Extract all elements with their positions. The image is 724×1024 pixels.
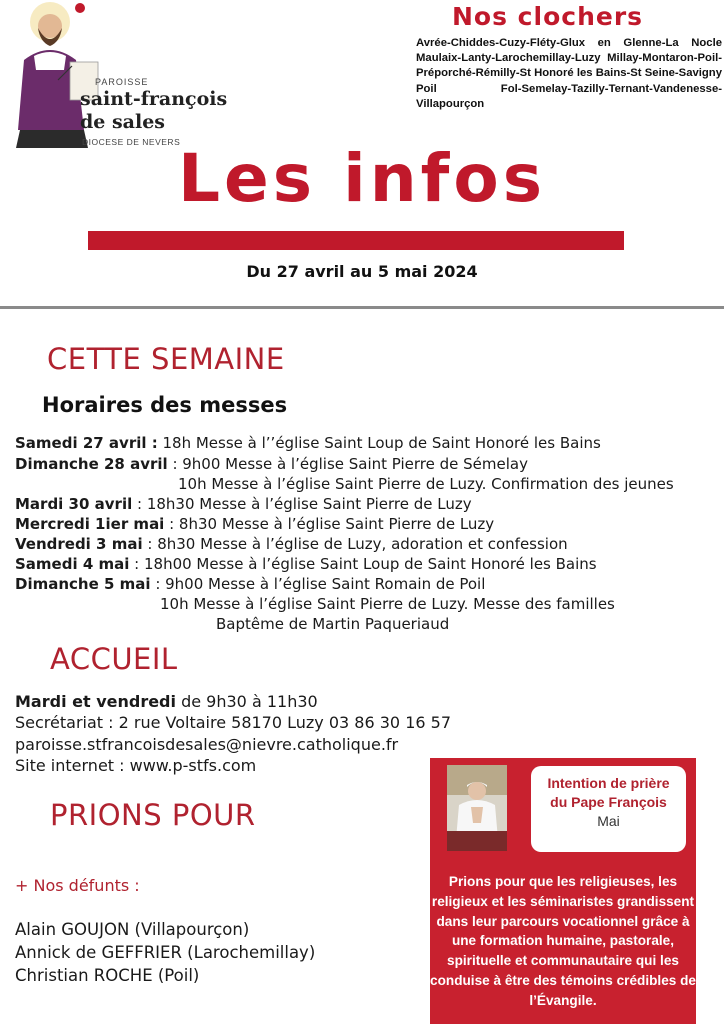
diocese-label: DIOCESE DE NEVERS [82, 137, 181, 147]
title-underline-bar [88, 231, 624, 250]
mass-schedule-item: Mercredi 1ier mai : 8h30 Messe à l’église Saint Pierre de Luzy [15, 515, 495, 533]
mass-schedule-item: 10h Messe à l’église Saint Pierre de Luzy. Messe des familles [160, 595, 615, 613]
main-title: Les infos [177, 140, 547, 217]
mass-schedule-item: Baptême de Martin Paqueriaud [216, 615, 450, 633]
parish-name [80, 88, 227, 134]
section-title-prions-pour: PRIONS POUR [50, 798, 256, 832]
intention-heading-line1: Intention de prière [547, 775, 670, 791]
intention-heading-line2: du Pape François [550, 794, 667, 810]
date-range: Du 27 avril au 5 mai 2024 [246, 262, 478, 281]
mass-schedule-item: 10h Messe à l’église Saint Pierre de Luzy. Confirmation des jeunes [178, 475, 674, 493]
mass-schedule-item: Samedi 4 mai : 18h00 Messe à l’église Saint Loup de Saint Honoré les Bains [15, 555, 597, 573]
mass-schedule-item: Mardi 30 avril : 18h30 Messe à l’église Saint Pierre de Luzy [15, 495, 472, 513]
mass-schedule-item: Samedi 27 avril : 18h Messe à l’’église Saint Loup de Saint Honoré les Bains [15, 434, 601, 452]
accueil-website-link[interactable]: Site internet : www.p-stfs.com [15, 756, 257, 775]
header-divider [0, 306, 724, 309]
mass-schedule-item: Dimanche 5 mai : 9h00 Messe à l’église Saint Romain de Poil [15, 575, 486, 593]
section-title-cette-semaine: CETTE SEMAINE [47, 342, 285, 376]
defunt-item: Christian ROCHE (Poil) [15, 966, 200, 985]
pope-praying-image [447, 765, 507, 851]
mass-schedule-item: Dimanche 28 avril : 9h00 Messe à l’église Saint Pierre de Sémelay [15, 455, 528, 473]
intention-heading [531, 774, 686, 812]
intention-text: Prions pour que les religieuses, les religieux et les séminaristes grandissent dans leur parcours vocationnel grâce à une formation humaine, pastorale, spirituelle et communautaire qui les conduise à être des témoins crédibles de l’Évangile. [430, 874, 696, 1008]
parish-name-line1: saint-françois [80, 88, 228, 110]
intention-card [531, 766, 686, 852]
defunts-title: + Nos défunts : [15, 876, 140, 895]
parish-name-line2: de sales [80, 111, 165, 133]
accueil-secretariat: Secrétariat : 2 rue Voltaire 58170 Luzy 03 86 30 16 57 [15, 713, 451, 732]
mass-schedule-item: Vendredi 3 mai : 8h30 Messe à l’église de Luzy, adoration et confession [15, 535, 568, 553]
parish-label: PAROISSE [95, 77, 149, 87]
clochers-title: Nos clochers [452, 2, 644, 31]
accueil-email-link[interactable]: paroisse.stfrancoisdesales@nievre.catholique.fr [15, 735, 399, 754]
defunt-item: Annick de GEFFRIER (Larochemillay) [15, 943, 316, 962]
accueil-hours: Mardi et vendredi de 9h30 à 11h30 [15, 692, 318, 711]
intention-month: Mai [597, 813, 620, 829]
horaires-subtitle: Horaires des messes [42, 393, 288, 417]
defunt-item: Alain GOUJON (Villapourçon) [15, 920, 250, 939]
section-title-accueil: ACCUEIL [50, 642, 178, 676]
clochers-list: Avrée-Chiddes-Cuzy-Fléty-Glux en Glenne-La Nocle Maulaix-Lanty-Larochemillay-Luzy Millay-Montaron-Poil-Préporché-Rémilly-St Honoré les Bains-St Seine-Savigny Poil Fol-Semelay-Tazilly-Ternant-Vandenesse-Villapourçon [416, 37, 722, 110]
